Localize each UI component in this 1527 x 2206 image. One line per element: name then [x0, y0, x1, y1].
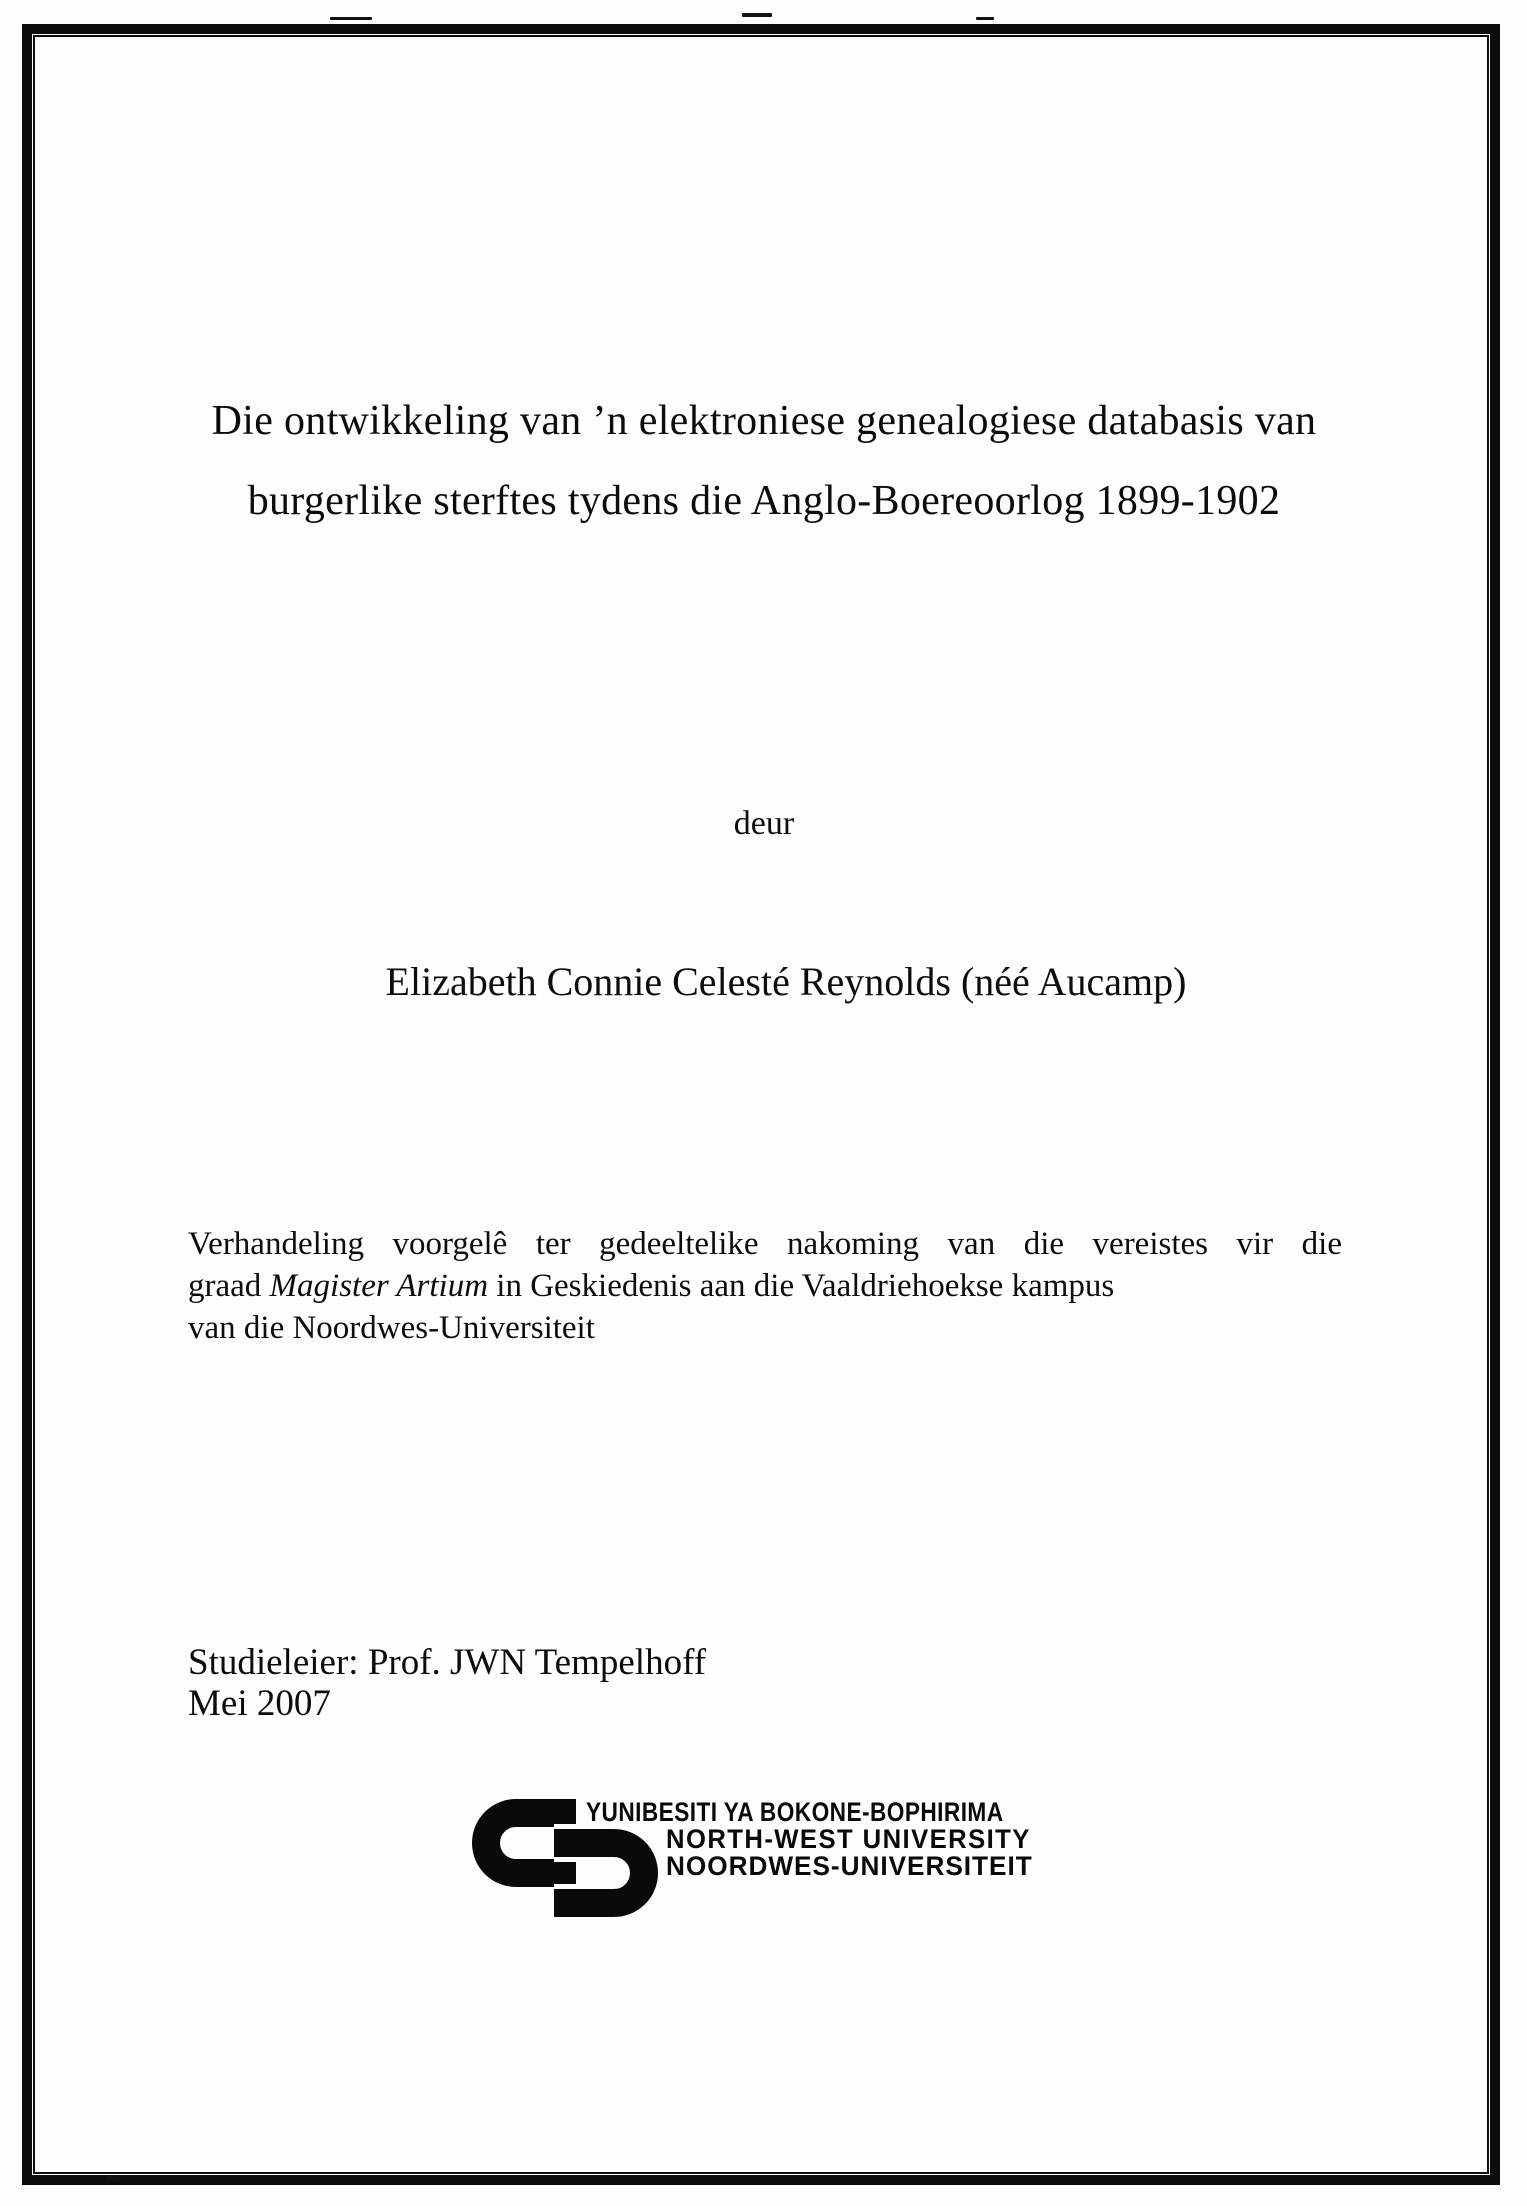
- scan-speck: [330, 17, 372, 20]
- degree-statement-line2-prefix: graad: [188, 1268, 270, 1304]
- logo-text-afrikaans: NOORDWES-UNIVERSITEIT: [666, 1851, 1033, 1881]
- supervisor-line: Studieleier: Prof. JWN Tempelhoff: [188, 1642, 707, 1683]
- thesis-title: [188, 381, 1340, 541]
- logo-text-setswana: YUNIBESITI YA BOKONE-BOPHIRIMA: [586, 1797, 1004, 1827]
- degree-statement: [188, 1223, 1342, 1349]
- date-line: Mei 2007: [188, 1683, 331, 1724]
- degree-statement-line2: [188, 1265, 1342, 1307]
- thesis-title-line1: Die ontwikkeling van ’n elektroniese genealogiese databasis van: [211, 398, 1317, 444]
- degree-statement-line2-suffix: in Geskiedenis aan die Vaaldriehoekse kampus: [488, 1268, 1115, 1304]
- byline: deur: [733, 805, 795, 842]
- thesis-title-line2: burgerlike sterftes tydens die Anglo-Boereoorlog 1899-1902: [247, 478, 1281, 524]
- supervisor-block: [188, 1642, 706, 1724]
- scan-speck: [742, 13, 772, 17]
- scan-speck: [106, 2176, 120, 2181]
- scan-speck: [976, 17, 994, 20]
- author-name: Elizabeth Connie Celesté Reynolds (néé Aucamp): [385, 959, 1187, 1004]
- degree-name: Magister Artium: [269, 1268, 489, 1304]
- degree-statement-line1: Verhandeling voorgelê ter gedeeltelike nakoming van die vereistes vir die: [188, 1226, 1342, 1262]
- degree-statement-line3: van die Noordwes-Universiteit: [188, 1310, 595, 1346]
- logo-text-english: NORTH-WEST UNIVERSITY: [666, 1824, 1031, 1854]
- university-logo: [470, 1793, 1110, 1933]
